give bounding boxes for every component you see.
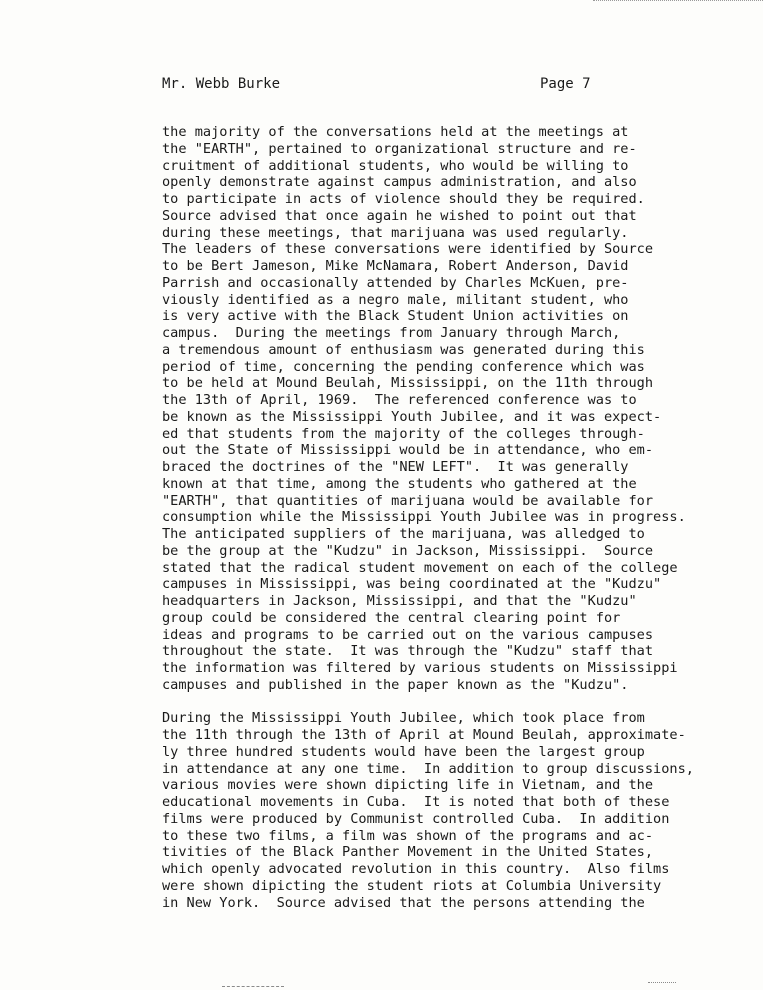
text-line: to participate in acts of violence should they be required. [162,191,645,207]
text-line: out the State of Mississippi would be in attendance, who em- [162,442,654,459]
text-line: various movies were shown dipicting life in Vietnam, and the [162,777,654,794]
text-line: The anticipated suppliers of the marijuana, was alledged to [162,526,645,542]
scan-artifact-bottom [222,986,284,987]
text-line: The leaders of these conversations were identified by Source [162,241,654,258]
text-line: films were produced by Communist controlled Cuba. In addition [162,810,670,827]
text-line: to these two films, a film was shown of the programs and ac- [162,827,654,844]
text-line: known at that time, among the students who gathered at the [162,475,637,492]
text-line: Source advised that once again he wished to point out that [162,207,637,224]
text-line: the majority of the conversations held at the meetings at [162,124,629,140]
text-line: During the Mississippi Youth Jubilee, which took place from [162,710,645,727]
body-text [162,124,762,911]
text-line: throughout the state. It was through the "Kudzu" staff that [162,643,654,660]
text-line: cruitment of additional students, who would be willing to [162,157,629,174]
text-line: period of time, concerning the pending conference which was [162,358,645,375]
page-number: Page 7 [540,76,591,92]
text-line: the 11th through the 13th of April at Mound Beulah, approximate- [162,727,686,743]
addressee: Mr. Webb Burke [162,76,281,92]
text-line: educational movements in Cuba. It is noted that both of these [162,794,670,810]
text-line: "EARTH", that quantities of marijuana would be available for [162,492,654,509]
text-line: be the group at the "Kudzu" in Jackson, Mississippi. Source [162,542,654,559]
text-line: a tremendous amount of enthusiasm was generated during this [162,341,645,358]
scan-artifact-top [593,0,763,5]
text-line: headquarters in Jackson, Mississippi, and that the "Kudzu" [162,593,637,609]
text-line: ly three hundred students would have been the largest group [162,743,645,760]
text-line: campus. During the meetings from January through March, [162,325,621,341]
text-line: the 13th of April, 1969. The referenced conference was to [162,392,637,408]
text-line: which openly advocated revolution in this country. Also films [162,861,670,877]
text-line: braced the doctrines of the "NEW LEFT". It was generally [162,459,629,475]
text-line: campuses and published in the paper known as the "Kudzu". [162,676,629,693]
text-line: is very active with the Black Student Union activities on [162,308,629,325]
text-line: be known as the Mississippi Youth Jubilee, and it was expect- [162,408,662,425]
text-line: were shown dipicting the student riots at Columbia University [162,877,662,894]
text-line: group could be considered the central clearing point for [162,609,621,626]
text-line: stated that the radical student movement on each of the college [162,559,678,576]
text-line: Parrish and occasionally attended by Charles McKuen, pre- [162,274,629,291]
paragraph [162,124,762,694]
paragraph [162,710,762,911]
text-line: the "EARTH", pertained to organizational structure and re- [162,140,637,157]
text-line: during these meetings, that marijuana was used regularly. [162,224,629,241]
text-line: ideas and programs to be carried out on the various campuses [162,626,654,643]
text-line: to be Bert Jameson, Mike McNamara, Robert Anderson, David [162,258,629,274]
text-line: ed that students from the majority of the colleges through- [162,425,645,442]
paragraph-gap [162,694,762,711]
text-line: in New York. Source advised that the persons attending the [162,894,645,911]
text-line: consumption while the Mississippi Youth Jubilee was in progress. [162,509,686,526]
text-line: openly demonstrate against campus administration, and also [162,174,637,191]
page-header [162,74,722,94]
scan-artifact-bottom-right [648,982,676,983]
text-line: campuses in Mississippi, was being coordinated at the "Kudzu" [162,576,662,593]
text-line: the information was filtered by various students on Mississippi [162,660,678,676]
text-line: tivities of the Black Panther Movement in the United States, [162,844,654,861]
text-line: to be held at Mound Beulah, Mississippi, on the 11th through [162,375,654,392]
text-line: in attendance at any one time. In addition to group discussions, [162,760,694,777]
text-line: viously identified as a negro male, militant student, who [162,291,629,308]
